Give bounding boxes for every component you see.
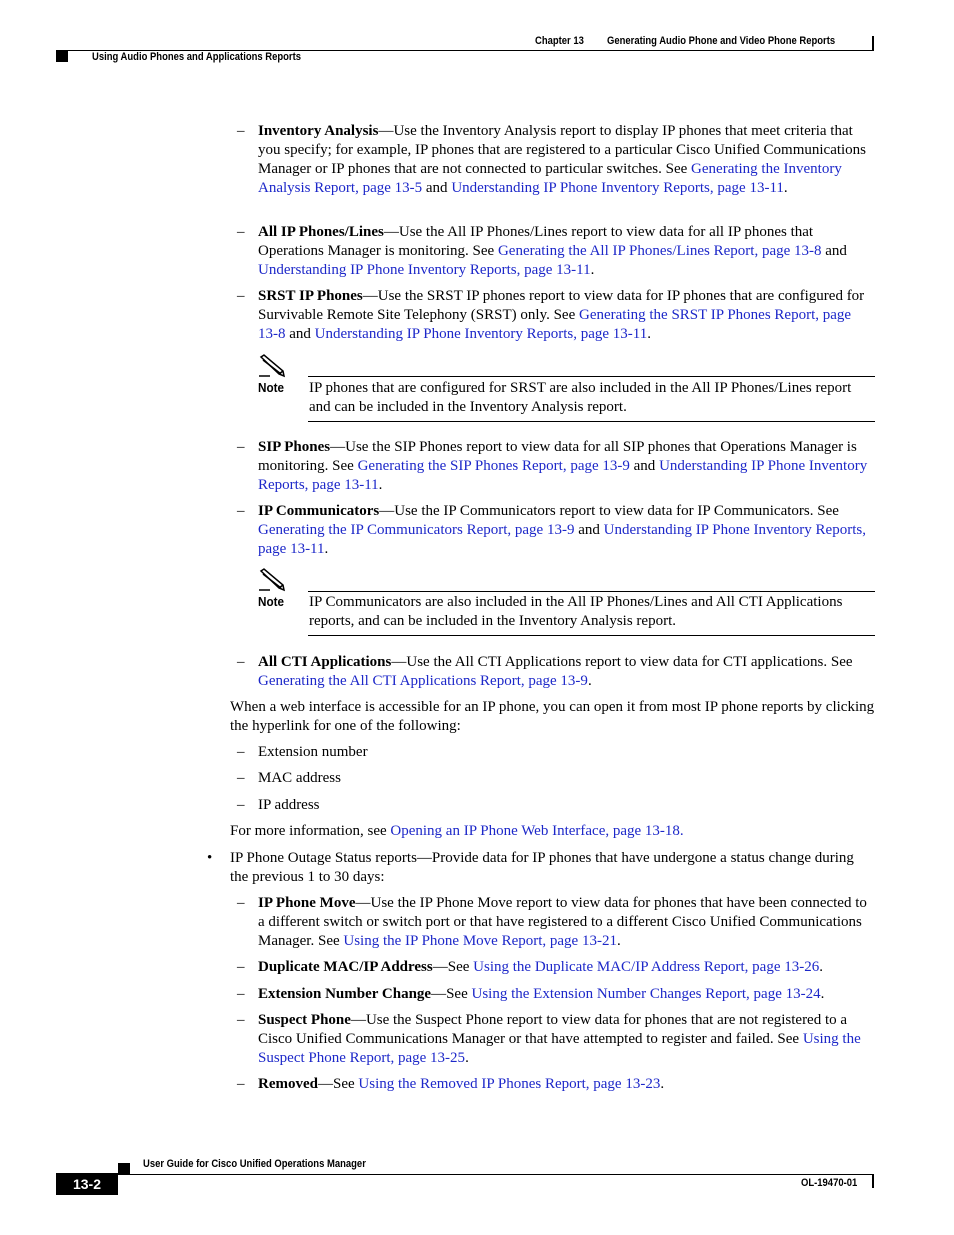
- list-item-extension-change: – Extension Number Change—See Using the Extension Number Changes Report, page 13-24.: [237, 986, 825, 1002]
- list-item-ip-phone-move: – IP Phone Move—Use the IP Phone Move report to view data for phones that have been connected to a different switch or switch port or that have registered to a different Cisco Unified Communications Manager. See Using the IP Phone Move Report, page 13-21.: [237, 895, 867, 949]
- term: Inventory Analysis: [258, 123, 379, 139]
- term: Extension Number Change: [258, 986, 432, 1002]
- list-item-ip-address: – IP address: [237, 797, 320, 813]
- note-text: IP phones that are configured for SRST are also included in the All IP Phones/Lines report and can be included in the Inventory Analysis report.: [309, 380, 852, 415]
- header-chapter: Chapter 13: [535, 35, 584, 47]
- link-understanding-inventory-reports[interactable]: Understanding IP Phone Inventory Reports, page 13-11: [258, 522, 866, 557]
- dash-marker: –: [237, 797, 245, 813]
- bullet-marker: •: [207, 850, 213, 866]
- link-understanding-inventory-reports[interactable]: Understanding IP Phone Inventory Reports, page 13-11: [451, 180, 784, 196]
- link-ip-phone-move[interactable]: Using the IP Phone Move Report, page 13-21: [343, 933, 617, 949]
- list-item-duplicate-mac: – Duplicate MAC/IP Address—See Using the Duplicate MAC/IP Address Report, page 13-26.: [237, 959, 823, 975]
- link-generating-cti-applications[interactable]: Generating the All CTI Applications Report, page 13-9: [258, 673, 588, 689]
- dash-marker: –: [237, 744, 245, 760]
- dash-marker: –: [237, 1076, 245, 1092]
- note-text: IP Communicators are also included in the All IP Phones/Lines and All CTI Applications reports, and can be included in the Inventory Analysis report.: [309, 594, 843, 629]
- term: All IP Phones/Lines: [258, 224, 384, 240]
- dash-marker: –: [237, 654, 245, 670]
- dash-marker: –: [237, 288, 245, 304]
- list-item-cti-applications: – All CTI Applications—Use the All CTI Applications report to view data for CTI applications. See Generating the All CTI Applications Report, page 13-9.: [237, 654, 853, 689]
- footer-marker: [118, 1163, 130, 1174]
- list-item-inventory-analysis: – Inventory Analysis—Use the Inventory Analysis report to display IP phones that meet criteria that you specify; for example, IP phones that are registered to a particular Cisco Unified Communications Manager or IP phones that are not connected to particular switches. See Generating the Inventory Analysis Report, page 13-5 and Understanding IP Phone Inventory Reports, page 13-11.: [237, 123, 867, 196]
- term: SRST IP Phones: [258, 288, 363, 304]
- header-section: Using Audio Phones and Applications Reports: [92, 51, 302, 63]
- link-opening-web-interface[interactable]: Opening an IP Phone Web Interface, page 13-18.: [390, 823, 684, 839]
- dash-marker: –: [237, 770, 245, 786]
- note-label: Note: [258, 380, 285, 395]
- term: Suspect Phone: [258, 1012, 351, 1028]
- link-generating-sip-phones[interactable]: Generating the SIP Phones Report, page 13-9: [357, 458, 630, 474]
- footer-guide-title: User Guide for Cisco Unified Operations Manager: [143, 1158, 366, 1170]
- term: IP Communicators: [258, 503, 380, 519]
- note-top-rule: [308, 591, 875, 592]
- footer-rule: [56, 1174, 874, 1175]
- dash-marker: –: [237, 439, 245, 455]
- link-generating-ip-communicators[interactable]: Generating the IP Communicators Report, page 13-9: [258, 522, 575, 538]
- pencil-icon: [258, 354, 286, 378]
- link-generating-inventory-analysis[interactable]: Generating the Inventory Analysis Report, page 13-5: [258, 161, 842, 196]
- term: All CTI Applications: [258, 654, 392, 670]
- web-interface-paragraph: When a web interface is accessible for an IP phone, you can open it from most IP phone reports by clicking the hyperlink for one of the following:: [230, 699, 875, 734]
- link-duplicate-mac[interactable]: Using the Duplicate MAC/IP Address Report, page 13-26: [473, 959, 820, 975]
- term: Removed: [258, 1076, 318, 1092]
- link-understanding-inventory-reports[interactable]: Understanding IP Phone Inventory Reports, page 13-11: [258, 262, 591, 278]
- list-item-srst-phones: – SRST IP Phones—Use the SRST IP phones report to view data for IP phones that are configured for Survivable Remote Site Telephony (SRST) only. See Generating the SRST IP Phones Report, page 13-8 and Understanding IP Phone Inventory Reports, page 13-11.: [237, 288, 865, 342]
- link-understanding-inventory-reports[interactable]: Understanding IP Phone Inventory Reports, page 13-11: [258, 458, 868, 493]
- link-suspect-phone[interactable]: Using the Suspect Phone Report, page 13-25: [258, 1031, 861, 1066]
- list-item-removed: – Removed—See Using the Removed IP Phones Report, page 13-23.: [237, 1076, 665, 1092]
- page-number: 13-2: [56, 1173, 118, 1195]
- list-item-extension-number: – Extension number: [237, 744, 368, 760]
- header-marker: [56, 51, 68, 62]
- term: IP Phone Move: [258, 895, 356, 911]
- list-item-ip-communicators: – IP Communicators—Use the IP Communicators report to view data for IP Communicators. See Generating the IP Communicators Report, page 13-9 and Understanding IP Phone Inventory Reports, page 13-11.: [237, 503, 866, 557]
- list-item-all-ip-phones: – All IP Phones/Lines—Use the All IP Phones/Lines report to view data for all IP phones that Operations Manager is monitoring. See Generating the All IP Phones/Lines Report, page 13-8 and Understanding IP Phone Inventory Reports, page 13-11.: [237, 224, 847, 278]
- dash-marker: –: [237, 986, 245, 1002]
- note-bottom-rule: [308, 635, 875, 636]
- list-item-mac-address: – MAC address: [237, 770, 341, 786]
- note-label: Note: [258, 594, 285, 609]
- link-extension-changes[interactable]: Using the Extension Number Changes Report, page 13-24: [471, 986, 821, 1002]
- list-item-sip-phones: – SIP Phones—Use the SIP Phones report to view data for all SIP phones that Operations Manager is monitoring. See Generating the SIP Phones Report, page 13-9 and Understanding IP Phone Inventory Reports, page 13-11.: [237, 439, 868, 493]
- dash-marker: –: [237, 959, 245, 975]
- note-bottom-rule: [308, 421, 875, 422]
- link-generating-all-ip-phones[interactable]: Generating the All IP Phones/Lines Report, page 13-8: [497, 243, 822, 259]
- term: Duplicate MAC/IP Address: [258, 959, 433, 975]
- bullet-outage-status: • IP Phone Outage Status reports—Provide data for IP phones that have undergone a status change during the previous 1 to 30 days:: [207, 850, 854, 885]
- header-vertical-rule: [872, 36, 874, 50]
- footer-vertical-rule: [872, 1175, 874, 1188]
- more-info-paragraph: For more information, see Opening an IP Phone Web Interface, page 13-18.: [230, 823, 684, 839]
- link-removed-phones[interactable]: Using the Removed IP Phones Report, page 13-23: [358, 1076, 661, 1092]
- link-generating-srst[interactable]: Generating the SRST IP Phones Report, page 13-8: [258, 307, 852, 342]
- footer-doc-number: OL-19470-01: [801, 1177, 858, 1189]
- dash-marker: –: [237, 1012, 245, 1028]
- link-understanding-inventory-reports[interactable]: Understanding IP Phone Inventory Reports, page 13-11: [314, 326, 648, 342]
- pencil-icon: [258, 568, 286, 592]
- term: SIP Phones: [258, 439, 331, 455]
- list-item-suspect-phone: – Suspect Phone—Use the Suspect Phone report to view data for phones that are not registered to a Cisco Unified Communications Manager or that have attempted to register and failed. See Using the Suspect Phone Report, page 13-25.: [237, 1012, 861, 1066]
- dash-marker: –: [237, 895, 245, 911]
- dash-marker: –: [237, 224, 245, 240]
- dash-marker: –: [237, 503, 245, 519]
- dash-marker: –: [237, 123, 245, 139]
- header-chapter-title: Generating Audio Phone and Video Phone Reports: [607, 35, 836, 47]
- note-top-rule: [308, 376, 875, 377]
